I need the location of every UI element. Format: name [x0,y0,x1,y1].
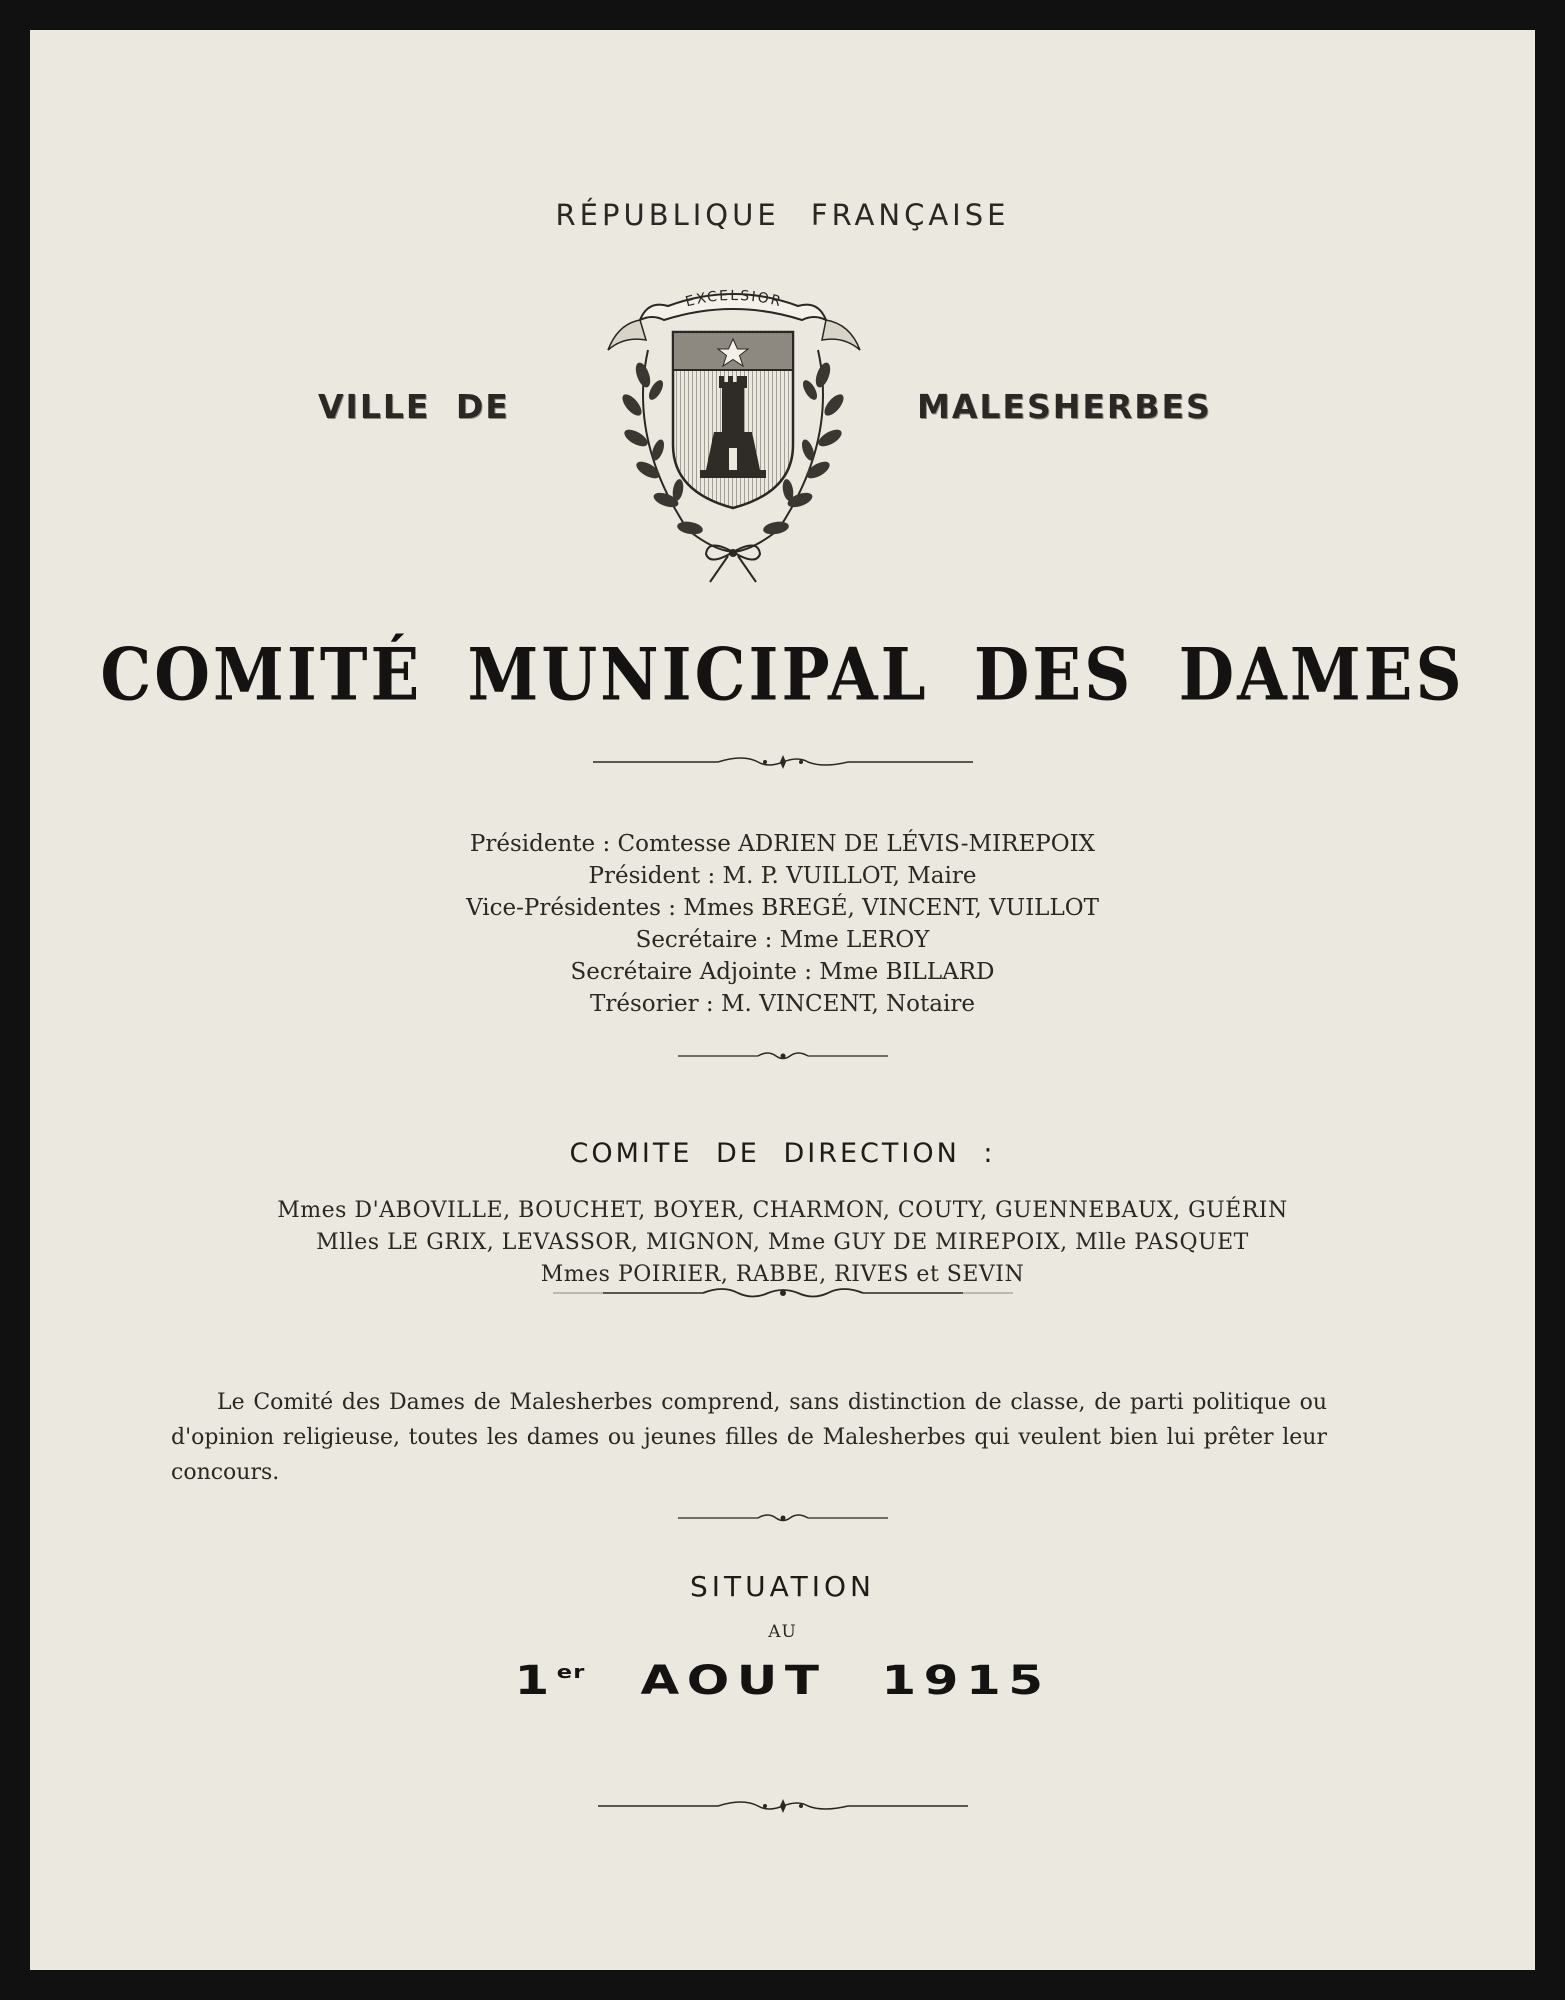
ornament-divider [30,1285,1535,1301]
officer-line: Présidente : Comtesse ADRIEN DE LÉVIS-MIREPOIX [469,831,1096,857]
ornament-divider [30,752,1535,772]
town-name: MALESHERBES [917,387,1212,426]
date-day: 1 [514,1658,557,1704]
ville-de-label: VILLE DE [318,387,510,426]
officer-line: Secrétaire Adjointe : Mme BILLARD [570,959,995,985]
officer-line: Secrétaire : Mme LEROY [635,927,930,953]
motto-text: EXCELSIOR [683,287,785,311]
member-line: Mmes POIRIER, RABBE, RIVES et SEVIN [540,1262,1025,1287]
document-page [30,30,1535,1970]
republic-heading: RÉPUBLIQUE FRANÇAISE [555,198,1010,232]
date-month-year: AOUT 1915 [640,1658,1051,1704]
ornament-divider [30,1048,1535,1064]
committee-description: Le Comité des Dames de Malesherbes comprend, sans distinction de classe, de parti politique ou d'opinion religieuse, toutes les dames ou jeunes filles de Malesherbes qui veulent bien lui prêter leur concours. [171,1390,1327,1485]
officers-list [30,828,1535,1020]
officer-line: Trésorier : M. VINCENT, Notaire [590,991,975,1017]
direction-heading: COMITE DE DIRECTION : [569,1138,996,1169]
coat-of-arms-emblem [588,270,878,590]
situation-label: SITUATION [690,1570,875,1603]
ornament-divider [30,1510,1535,1526]
committee-title: COMITÉ MUNICIPAL DES DAMES [100,633,1465,718]
au-label: AU [768,1622,797,1642]
direction-members [30,1195,1535,1291]
date-day-suffix: er [556,1662,586,1683]
member-line: Mlles LE GRIX, LEVASSOR, MIGNON, Mme GUY DE MIREPOIX, Mlle PASQUET [316,1230,1249,1255]
member-line: Mmes D'ABOVILLE, BOUCHET, BOYER, CHARMON, COUTY, GUENNEBAUX, GUÉRIN [277,1198,1288,1223]
situation-date [30,1658,1535,1704]
officer-line: Président : M. P. VUILLOT, Maire [588,863,977,889]
officer-line: Vice-Présidentes : Mmes BREGÉ, VINCENT, VUILLOT [466,895,1099,921]
ornament-divider [30,1796,1535,1816]
